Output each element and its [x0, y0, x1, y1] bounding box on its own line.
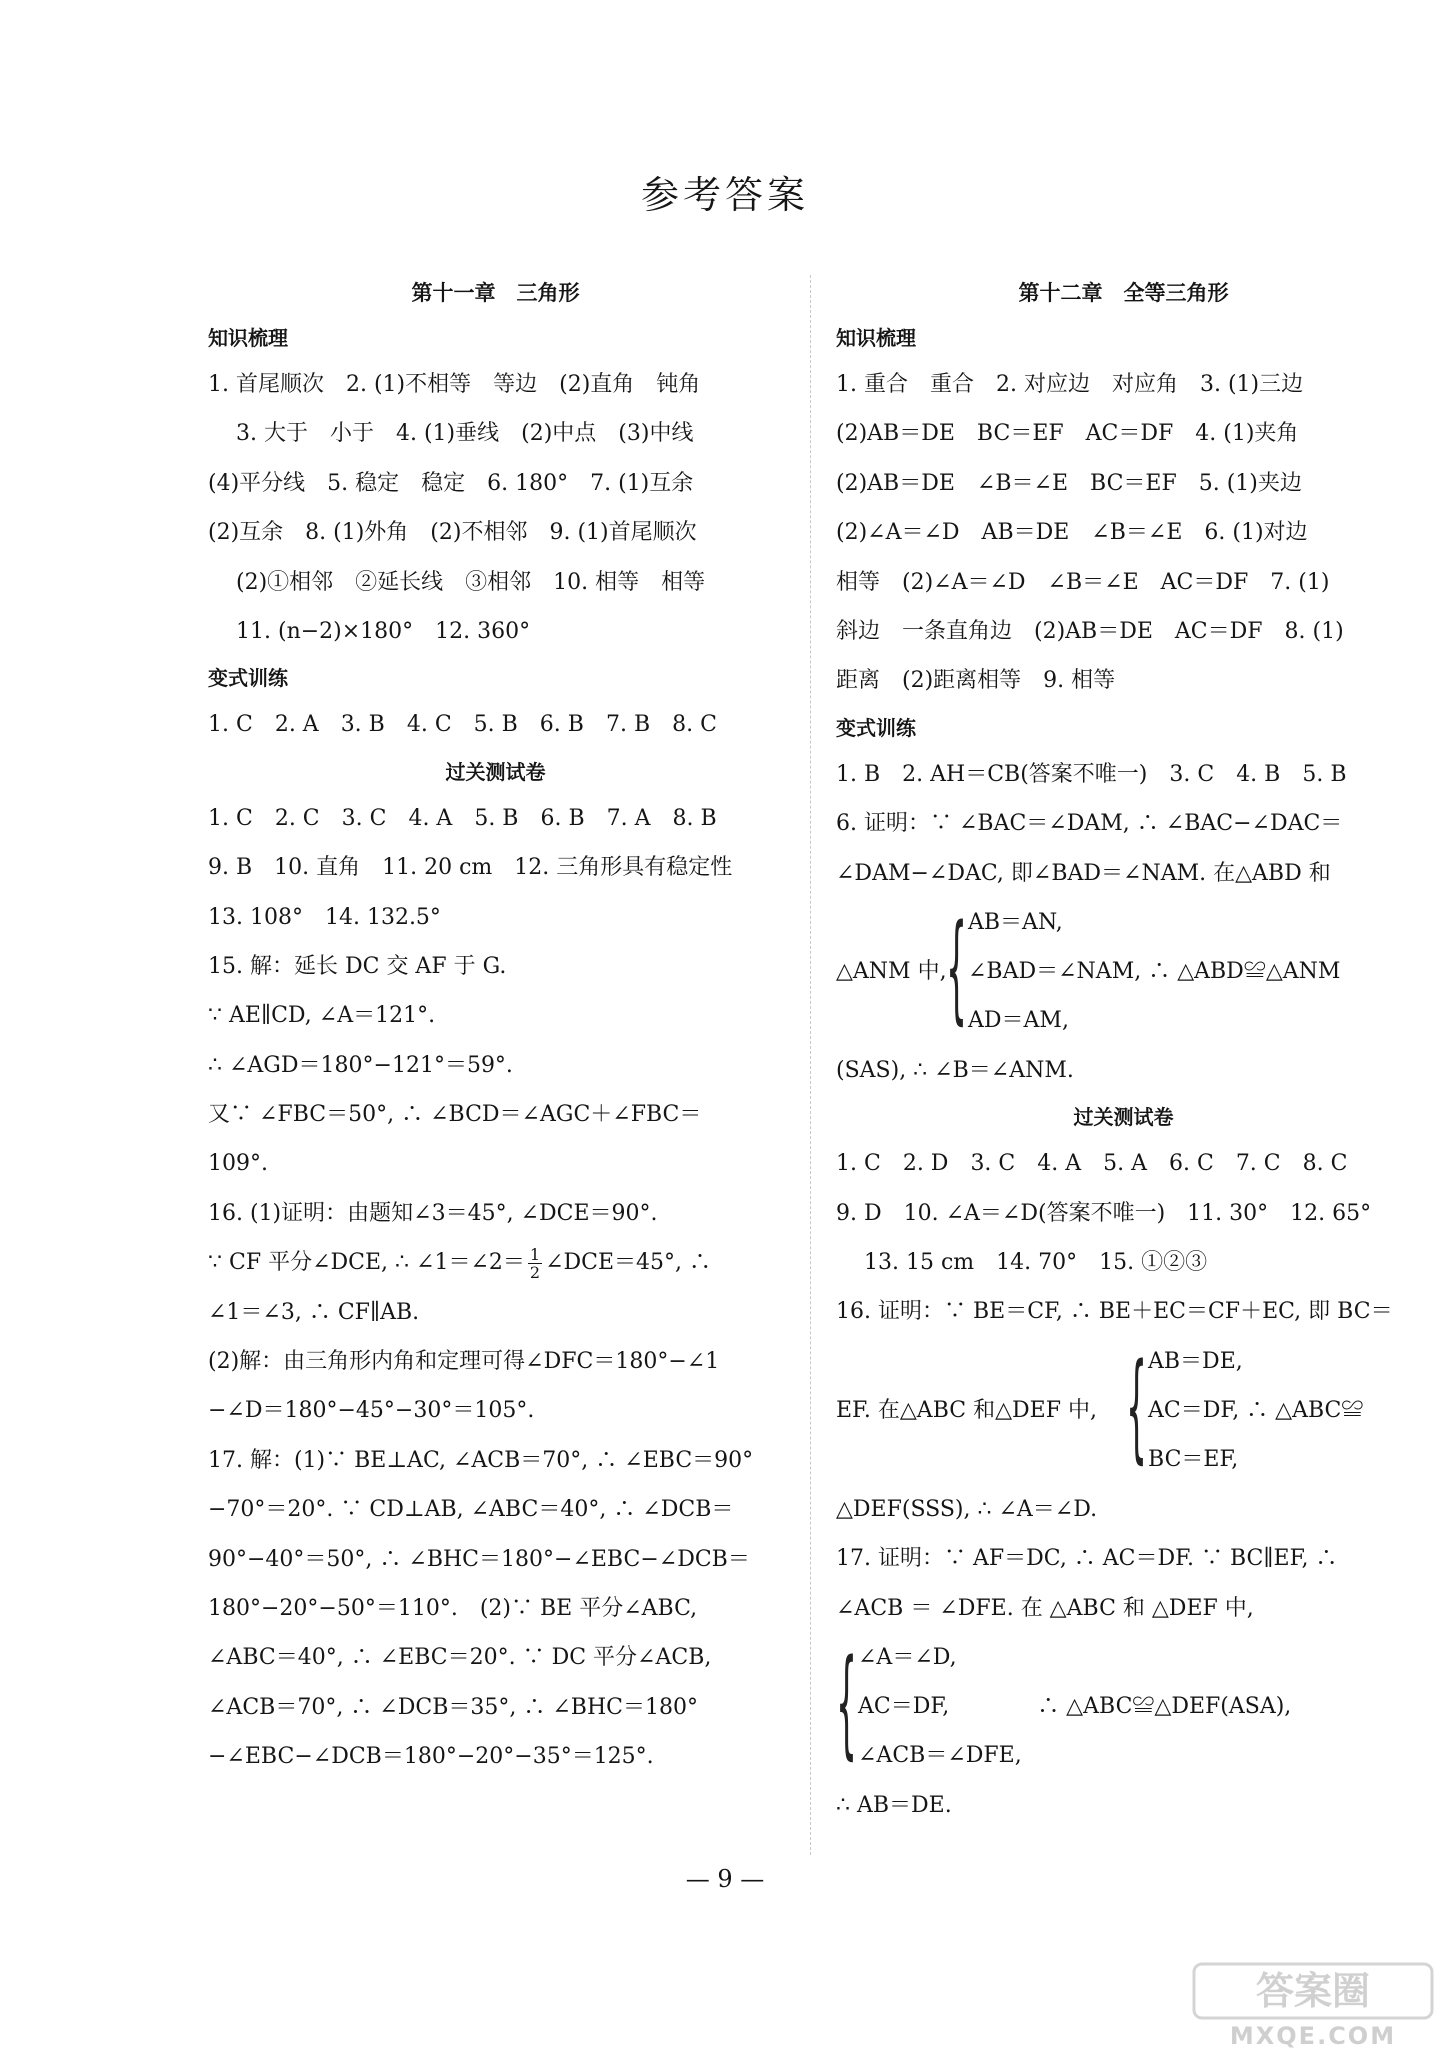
- answer-line: −∠D＝180°−45°−30°＝105°.: [208, 1398, 535, 1424]
- answer-line: 1. B 2. AH＝CB(答案不唯一) 3. C 4. B 5. B: [836, 761, 1347, 787]
- left-brace-icon: {: [836, 1633, 858, 1772]
- answer-line: ∴ ∠AGD＝180°−121°＝59°.: [208, 1052, 513, 1078]
- answer-line: (2)AB＝DE BC＝EF AC＝DF 4. (1)夹角: [836, 421, 1299, 447]
- chapter-heading-11: 第十一章 三角形: [411, 281, 580, 305]
- answer-line: (2)互余 8. (1)外角 (2)不相邻 9. (1)首尾顺次: [208, 520, 697, 546]
- answer-line: 1. 首尾顺次 2. (1)不相等 等边 (2)直角 钝角: [208, 372, 701, 397]
- answer-line: 16. (1)证明：由题知∠3＝45°, ∠DCE＝90°.: [208, 1200, 658, 1226]
- fraction-denominator: 2: [529, 1262, 541, 1282]
- answer-line: 6. 证明：∵ ∠BAC＝∠DAM, ∴ ∠BAC−∠DAC＝: [836, 811, 1343, 837]
- answer-line: (2)解：由三角形内角和定理可得∠DFC＝180°−∠1: [208, 1349, 720, 1375]
- answer-line: (2)AB＝DE ∠B＝∠E BC＝EF 5. (1)夹边: [836, 470, 1302, 496]
- answer-line: 1. 重合 重合 2. 对应边 对应角 3. (1)三边: [836, 372, 1304, 397]
- right-column: [836, 270, 1411, 1830]
- answer-line: (SAS), ∴ ∠B＝∠ANM.: [836, 1057, 1074, 1083]
- answer-text: ∵ CF 平分∠DCE, ∴ ∠1＝∠2＝: [208, 1250, 525, 1276]
- system-item: ∠A＝∠D,: [858, 1645, 957, 1671]
- answer-line: −∠EBC−∠DCB＝180°−20°−35°＝125°.: [208, 1744, 654, 1770]
- fraction-half: [528, 1246, 542, 1281]
- system-item: AB＝DE,: [1148, 1348, 1243, 1374]
- answer-line: ∵ AE∥CD, ∠A＝121°.: [208, 1003, 436, 1029]
- answer-line: 90°−40°＝50°, ∴ ∠BHC＝180°−∠EBC−∠DCB＝: [208, 1546, 750, 1572]
- answer-line: 109°.: [208, 1151, 268, 1177]
- answer-line: 1. C 2. C 3. C 4. A 5. B 6. B 7. A 8. B: [208, 805, 717, 831]
- answer-line: 180°−20°−50°＝110°. (2)∵ BE 平分∠ABC,: [208, 1595, 698, 1621]
- system-items: [858, 1633, 1291, 1780]
- answer-line: ∠ACB＝70°, ∴ ∠DCB＝35°, ∴ ∠BHC＝180°: [208, 1694, 698, 1720]
- answer-line: 斜边 一条直角边 (2)AB＝DE AC＝DF 8. (1): [836, 618, 1344, 644]
- answer-line: 3. 大于 小于 4. (1)垂线 (2)中点 (3)中线: [236, 421, 694, 447]
- answer-line: 9. D 10. ∠A＝∠D(答案不唯一) 11. 30° 12. 65°: [836, 1200, 1372, 1226]
- answer-line: (4)平分线 5. 稳定 稳定 6. 180° 7. (1)互余: [208, 470, 694, 496]
- fraction-numerator: 1: [529, 1244, 541, 1264]
- section-knowledge: 知识梳理: [208, 326, 288, 350]
- chapter-heading-12: 第十二章 全等三角形: [1018, 281, 1229, 305]
- section-knowledge: 知识梳理: [836, 326, 916, 350]
- watermark-text-bottom: MXQE.COM: [1229, 2022, 1397, 2050]
- system-item: AC＝DF, ∴ △ABC≌△DEF(ASA),: [858, 1694, 1292, 1720]
- answer-text: ∠DCE＝45°, ∴: [545, 1250, 712, 1276]
- answer-line: 13. 15 cm 14. 70° 15. ①②③: [864, 1250, 1208, 1276]
- section-variant-training: 变式训练: [836, 715, 916, 740]
- left-brace-icon: {: [946, 897, 968, 1036]
- answer-line: 11. (n−2)×180° 12. 360°: [236, 618, 531, 644]
- answer-line: ∴ AB＝DE.: [836, 1793, 952, 1819]
- section-test: 过关测试卷: [445, 759, 546, 784]
- answer-line: 13. 108° 14. 132.5°: [208, 904, 441, 930]
- page-title: 参考答案: [640, 173, 809, 217]
- equation-system: [836, 898, 1411, 1046]
- system-prefix: △ANM 中,: [836, 958, 947, 984]
- answer-line: 1. C 2. D 3. C 4. A 5. A 6. C 7. C 8. C: [836, 1151, 1348, 1177]
- answer-line: 15. 解：延长 DC 交 AF 于 G.: [208, 953, 507, 979]
- system-item: ∠ACB＝∠DFE,: [858, 1743, 1022, 1769]
- answer-line: 相等 (2)∠A＝∠D ∠B＝∠E AC＝DF 7. (1): [836, 569, 1330, 595]
- section-test: 过关测试卷: [1073, 1105, 1174, 1130]
- answer-line: ∠DAM−∠DAC, 即∠BAD＝∠NAM. 在△ABD 和: [836, 860, 1331, 886]
- section-variant-training: 变式训练: [208, 666, 288, 691]
- equation-system: [836, 1633, 1411, 1781]
- answer-line-fraction: [208, 1238, 783, 1287]
- system-item: ∠BAD＝∠NAM, ∴ △ABD≌△ANM: [968, 958, 1341, 984]
- answer-line: 9. B 10. 直角 11. 20 cm 12. 三角形具有稳定性: [208, 855, 733, 881]
- system-items: [968, 898, 1340, 1045]
- answer-line: (2)①相邻 ②延长线 ③相邻 10. 相等 相等: [236, 569, 706, 595]
- answer-line: (2)∠A＝∠D AB＝DE ∠B＝∠E 6. (1)对边: [836, 520, 1308, 546]
- system-item: AC＝DF, ∴ △ABC≌: [1148, 1397, 1364, 1423]
- answer-line: 17. 证明：∵ AF＝DC, ∴ AC＝DF. ∵ BC∥EF, ∴: [836, 1546, 1338, 1572]
- system-prefix: EF. 在△ABC 和△DEF 中,: [836, 1397, 1097, 1423]
- answer-line: ∠ABC＝40°, ∴ ∠EBC＝20°. ∵ DC 平分∠ACB,: [208, 1645, 712, 1671]
- watermark-logo: [1188, 1960, 1438, 2050]
- system-item: BC＝EF,: [1148, 1446, 1239, 1472]
- answer-line: 1. C 2. A 3. B 4. C 5. B 6. B 7. B 8. C: [208, 712, 717, 738]
- column-divider: [810, 275, 811, 1855]
- answer-line: ∠ACB ＝ ∠DFE. 在 △ABC 和 △DEF 中,: [836, 1595, 1254, 1621]
- left-brace-icon: {: [1126, 1336, 1148, 1475]
- system-item: AD＝AM,: [968, 1007, 1069, 1033]
- answer-line: 距离 (2)距离相等 9. 相等: [836, 668, 1116, 694]
- system-item: AB＝AN,: [968, 909, 1063, 935]
- answer-line: −70°＝20°. ∵ CD⊥AB, ∠ABC＝40°, ∴ ∠DCB＝: [208, 1497, 734, 1523]
- equation-system: [836, 1337, 1411, 1485]
- answer-line: △DEF(SSS), ∴ ∠A＝∠D.: [836, 1496, 1098, 1522]
- left-column: [208, 270, 783, 1782]
- answer-line: ∠1＝∠3, ∴ CF∥AB.: [208, 1299, 420, 1325]
- answer-line: 17. 解：(1)∵ BE⊥AC, ∠ACB＝70°, ∴ ∠EBC＝90°: [208, 1447, 754, 1473]
- watermark-text-top: 答案圈: [1255, 1969, 1371, 2013]
- page-number: — 9 —: [685, 1865, 765, 1893]
- system-items: [1148, 1337, 1363, 1484]
- answer-line: 16. 证明：∵ BE＝CF, ∴ BE＋EC＝CF＋EC, 即 BC＝: [836, 1299, 1393, 1325]
- answer-line: 又∵ ∠FBC＝50°, ∴ ∠BCD＝∠AGC＋∠FBC＝: [208, 1102, 702, 1128]
